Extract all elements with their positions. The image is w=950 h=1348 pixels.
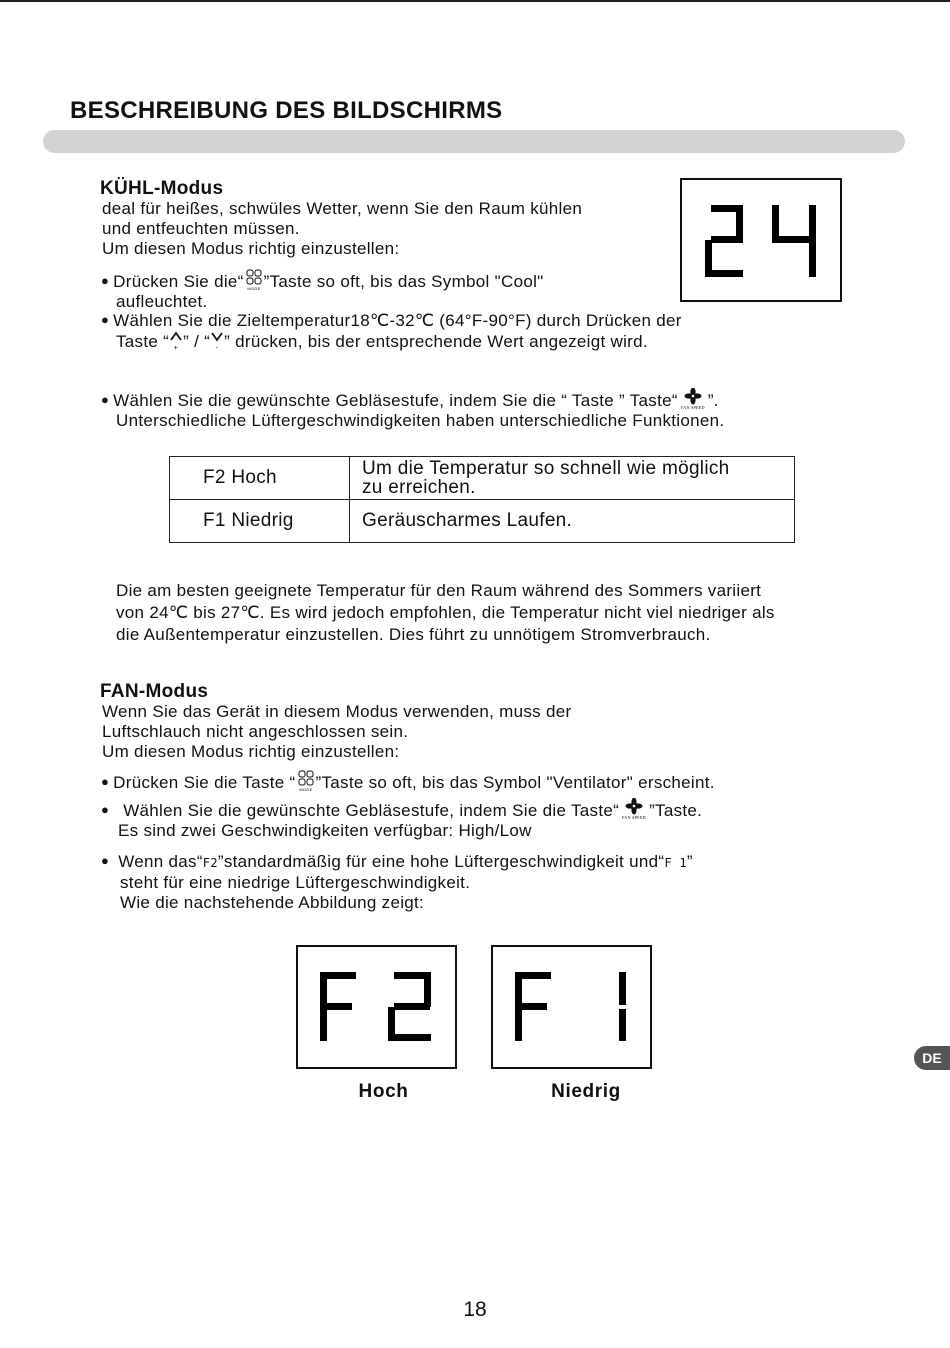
note-line: Die am besten geeignete Temperatur für den Raum während des Sommers variiert bbox=[116, 581, 762, 600]
top-border bbox=[0, 0, 950, 2]
bullet-dot: ● bbox=[101, 774, 110, 789]
intro-line: Wenn Sie das Gerät in diesem Modus verwenden, muss der bbox=[102, 702, 572, 721]
fan-mode-heading: FAN-Modus bbox=[100, 681, 209, 702]
temperature-display bbox=[680, 178, 842, 302]
fan-display-low bbox=[491, 945, 652, 1069]
language-tab: DE bbox=[914, 1046, 950, 1070]
intro-line: deal für heißes, schwüles Wetter, wenn Sie den Raum kühlen bbox=[102, 199, 583, 218]
note-line: von 24℃ bis 27℃. Es wird jedoch empfohlen, die Temperatur nicht viel niedriger als bbox=[116, 603, 775, 622]
title-divider-bar bbox=[43, 130, 905, 153]
cool-mode-heading: KÜHL-Modus bbox=[100, 178, 224, 199]
table-cell-setting: F2 Hoch bbox=[170, 457, 350, 500]
fan-bullet-display-codes: ● Wenn das“F2”standardmäßig für eine hohe Lüftergeschwindigkeit und“F 1” steht für eine niedrige Lüftergeschwindigkeit. Wie die nachstehende Abbildung zeigt: bbox=[101, 852, 693, 912]
bullet-dot: ● bbox=[101, 273, 110, 288]
table-cell-description: Geräuscharmes Laufen. bbox=[350, 500, 795, 543]
page-number: 18 bbox=[463, 1298, 487, 1321]
cool-mode-intro bbox=[102, 199, 582, 259]
cool-bullet-temperature: ● Wählen Sie die Zieltemperatur18℃-32℃ (64°F-90°F) durch Drücken der Taste “ + ” / “ - ” drücken, bis der entsprechende Wert angezeigt wird. bbox=[101, 311, 682, 351]
seven-segment-24 bbox=[682, 180, 840, 300]
svg-text:MODE: MODE bbox=[247, 286, 261, 291]
intro-line: Um diesen Modus richtig einzustellen: bbox=[102, 742, 400, 761]
seven-segment-f1 bbox=[493, 947, 650, 1067]
fan-mode-intro bbox=[102, 702, 571, 762]
bullet-dot: ● bbox=[101, 312, 110, 327]
fan-speed-icon bbox=[678, 388, 708, 410]
intro-line: und entfeuchten müssen. bbox=[102, 219, 300, 238]
caption-low: Niedrig bbox=[551, 1081, 621, 1102]
cool-mode-note bbox=[116, 580, 775, 646]
page-title: BESCHREIBUNG DES BILDSCHIRMS bbox=[70, 97, 503, 124]
caption-high: Hoch bbox=[358, 1081, 409, 1102]
bullet-dot: ● bbox=[101, 802, 110, 817]
up-arrow-icon bbox=[169, 331, 183, 351]
svg-text:-: - bbox=[215, 345, 219, 351]
mode-icon bbox=[244, 269, 264, 291]
bullet-dot: ● bbox=[101, 853, 110, 868]
table-row bbox=[170, 500, 795, 543]
bullet-dot: ● bbox=[101, 392, 110, 407]
note-line: die Außentemperatur einzustellen. Dies führt zu unnötigem Stromverbrauch. bbox=[116, 625, 711, 644]
svg-text:+: + bbox=[173, 345, 179, 351]
fan-speed-table bbox=[169, 456, 795, 543]
table-cell-setting: F1 Niedrig bbox=[170, 500, 350, 543]
mode-icon bbox=[296, 770, 316, 792]
cool-bullet-fan-speed: ● Wählen Sie die gewünschte Gebläsestufe, indem Sie die “ Taste ” Taste“ FAN SPEED ”. Unterschiedliche Lüftergeschwindigkeiten haben unterschiedliche Funktionen. bbox=[101, 388, 724, 431]
svg-text:MODE: MODE bbox=[298, 787, 313, 792]
inline-code-low: F 1 bbox=[664, 856, 687, 870]
table-row bbox=[170, 457, 795, 500]
intro-line: Luftschlauch nicht angeschlossen sein. bbox=[102, 722, 409, 741]
fan-speed-icon bbox=[619, 798, 649, 820]
inline-code-high: F2 bbox=[202, 856, 218, 870]
fan-bullet-speed: ● Wählen Sie die gewünschte Gebläsestufe, indem Sie die Taste“ FAN SPEED ”Taste. Es sind zwei Geschwindigkeiten verfügbar: High/Low bbox=[101, 798, 702, 841]
seven-segment-f2 bbox=[298, 947, 455, 1067]
down-arrow-icon bbox=[210, 331, 224, 351]
svg-text:FAN SPEED: FAN SPEED bbox=[622, 815, 646, 820]
table-cell-description: Um die Temperatur so schnell wie möglich zu erreichen. bbox=[350, 457, 795, 500]
fan-display-high bbox=[296, 945, 457, 1069]
fan-bullet-mode: ● Drücken Sie die Taste “ MODE ”Taste so oft, bis das Symbol "Ventilator" erscheint. bbox=[101, 770, 715, 793]
cool-bullet-mode: ● Drücken Sie die“ MODE ”Taste so oft, bis das Symbol "Cool" aufleuchtet. bbox=[101, 269, 544, 312]
svg-text:FAN SPEED: FAN SPEED bbox=[681, 405, 705, 410]
intro-line: Um diesen Modus richtig einzustellen: bbox=[102, 239, 400, 258]
